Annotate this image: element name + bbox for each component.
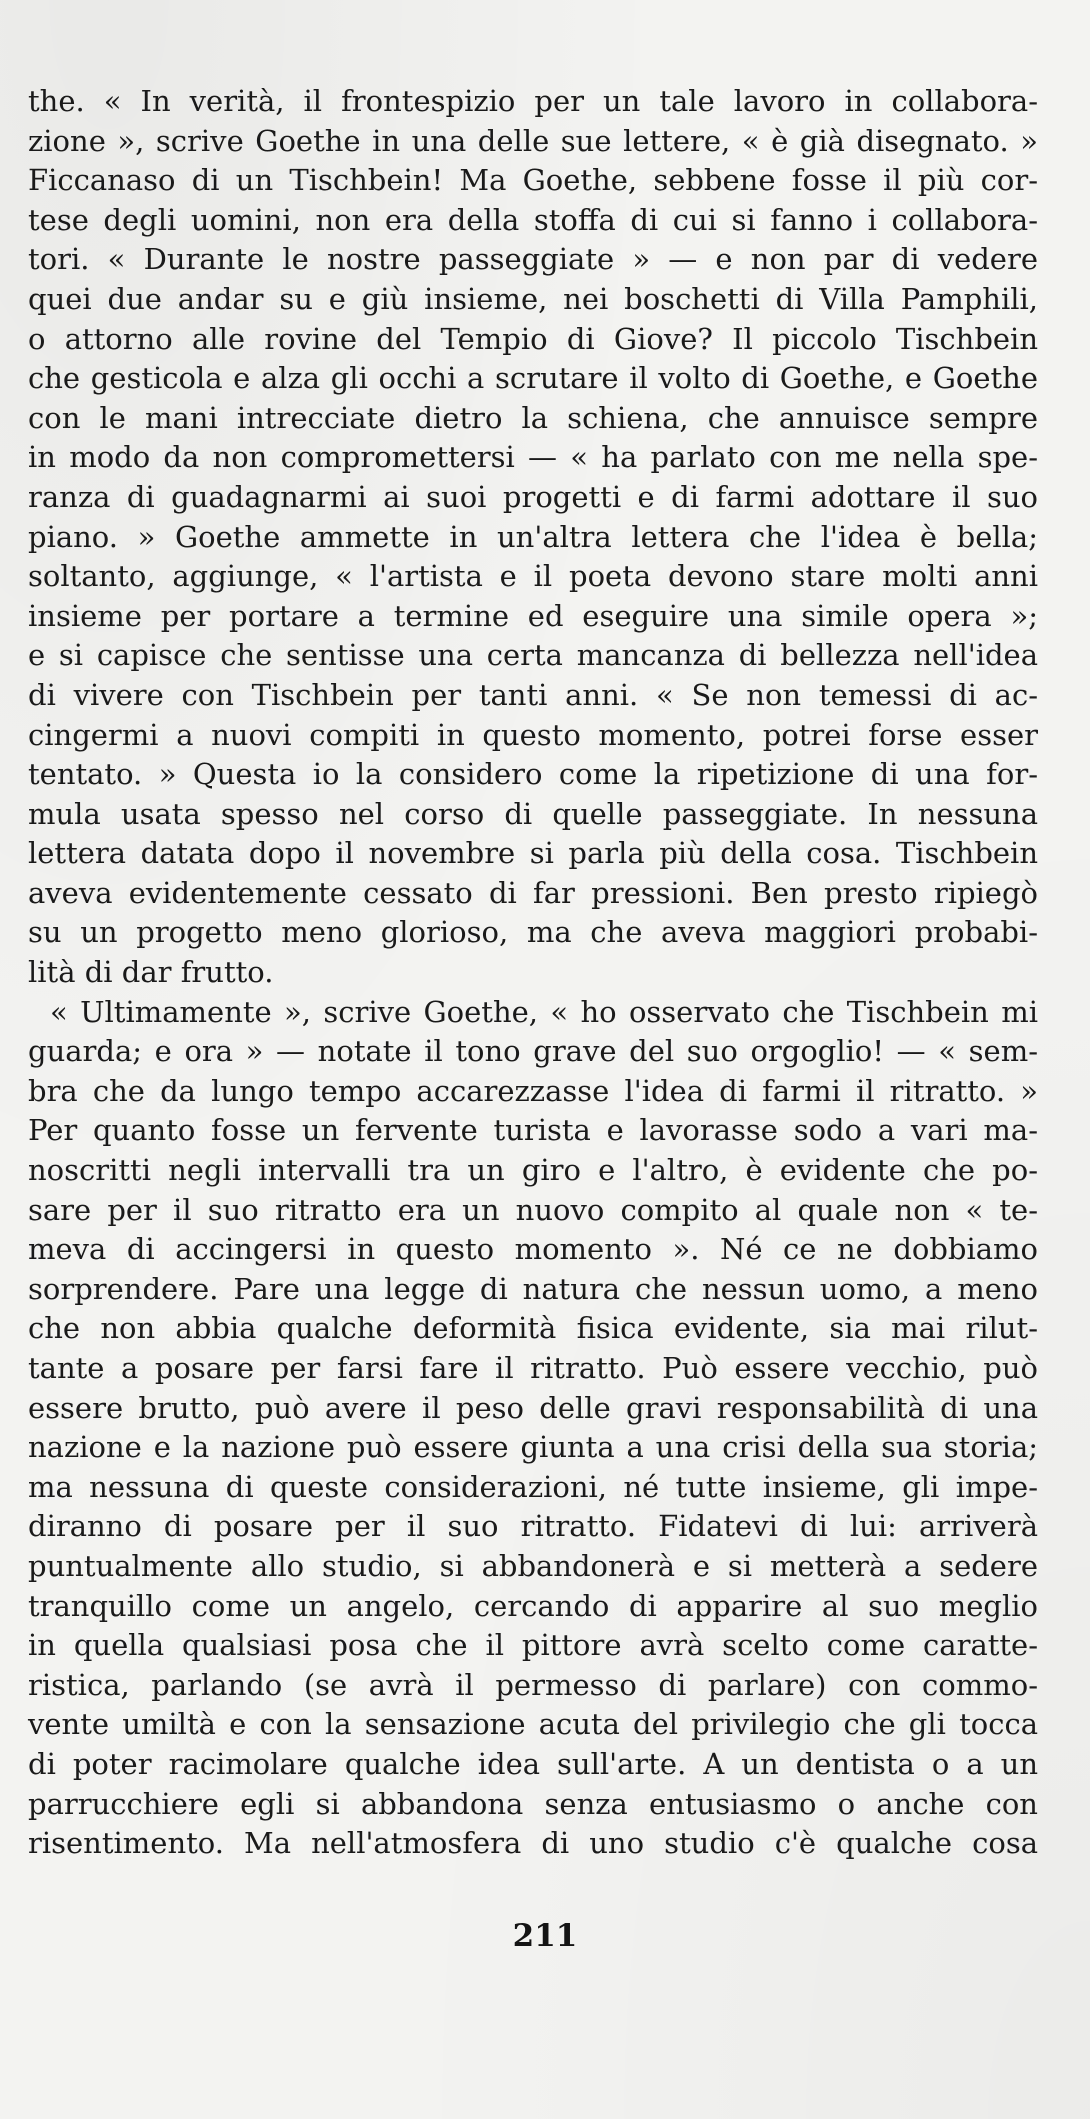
text-line: parrucchiere egli si abbandona senza entusiasmo o anche con xyxy=(28,1786,1038,1821)
text-line: lettera datata dopo il novembre si parla più della cosa. Tischbein xyxy=(28,836,1038,871)
text-line: ma nessuna di queste considerazioni, né tutte insieme, gli impe- xyxy=(28,1469,1038,1504)
text-line: soltanto, aggiunge, « l'artista e il poeta devono stare molti anni xyxy=(28,559,1038,594)
text-line: insieme per portare a termine ed eseguire una simile opera »; xyxy=(28,598,1038,633)
text-line: lità di dar frutto. xyxy=(28,955,274,990)
text-line: essere brutto, può avere il peso delle gravi responsabilità di una xyxy=(28,1390,1038,1425)
text-line: noscritti negli intervalli tra un giro e l'altro, è evidente che po- xyxy=(28,1153,1038,1188)
text-line: tante a posare per farsi fare il ritratto. Può essere vecchio, può xyxy=(28,1351,1038,1385)
text-line: e si capisce che sentisse una certa mancanza di bellezza nell'idea xyxy=(28,638,1038,673)
text-line: Per quanto fosse un fervente turista e lavorasse sodo a vari ma- xyxy=(28,1113,1038,1148)
text-line: « Ultimamente », scrive Goethe, « ho osservato che Tischbein mi xyxy=(50,994,1038,1029)
text-line: in quella qualsiasi posa che il pittore avrà scelto come caratte- xyxy=(28,1628,1038,1663)
text-line: risentimento. Ma nell'atmosfera di uno studio c'è qualche cosa xyxy=(28,1826,1038,1861)
text-line: tentato. » Questa io la considero come la ripetizione di una for- xyxy=(28,757,1038,792)
text-line: sorprendere. Pare una legge di natura che nessun uomo, a meno xyxy=(28,1271,1038,1306)
text-line: su un progetto meno glorioso, ma che aveva maggiori probabi- xyxy=(28,915,1038,950)
text-line: zione », scrive Goethe in una delle sue lettere, « è già disegnato. » xyxy=(28,123,1038,158)
text-line: che gesticola e alza gli occhi a scrutare il volto di Goethe, e Goethe xyxy=(28,361,1038,396)
text-line: mula usata spesso nel corso di quelle passeggiate. In nessuna xyxy=(28,796,1038,831)
text-line: o attorno alle rovine del Tempio di Giove? Il piccolo Tischbein xyxy=(28,321,1038,356)
page-number: 211 xyxy=(512,1918,578,1954)
text-line: ristica, parlando (se avrà il permesso di parlare) con commo- xyxy=(28,1667,1038,1702)
text-line: sare per il suo ritratto era un nuovo compito al quale non « te- xyxy=(28,1192,1038,1227)
text-line: bra che da lungo tempo accarezzasse l'idea di farmi il ritratto. » xyxy=(28,1073,1038,1108)
text-line: ranza di guadagnarmi ai suoi progetti e di farmi adottare il suo xyxy=(28,479,1038,514)
text-line: cingermi a nuovi compiti in questo momento, potrei forse esser xyxy=(28,717,1038,752)
text-line: puntualmente allo studio, si abbandonerà e si metterà a sedere xyxy=(28,1548,1038,1583)
text-line: tranquillo come un angelo, cercando di apparire al suo meglio xyxy=(28,1588,1038,1623)
text-line: diranno di posare per il suo ritratto. Fidatevi di lui: arriverà xyxy=(28,1509,1038,1544)
text-line: di poter racimolare qualche idea sull'arte. A un dentista o a un xyxy=(28,1746,1038,1781)
text-line: quei due andar su e giù insieme, nei boschetti di Villa Pamphili, xyxy=(28,281,1038,316)
text-line: che non abbia qualche deformità fisica evidente, sia mai rilut- xyxy=(28,1311,1038,1346)
text-line: piano. » Goethe ammette in un'altra lettera che l'idea è bella; xyxy=(28,519,1038,554)
text-line: aveva evidentemente cessato di far pressioni. Ben presto ripiegò xyxy=(28,875,1038,910)
text-line: nazione e la nazione può essere giunta a una crisi della sua storia; xyxy=(28,1430,1038,1465)
text-line: Ficcanaso di un Tischbein! Ma Goethe, sebbene fosse il più cor- xyxy=(28,163,1038,198)
text-line: guarda; e ora » — notate il tono grave del suo orgoglio! — « sem- xyxy=(28,1034,1038,1069)
body-text xyxy=(28,82,1038,1864)
text-line: di vivere con Tischbein per tanti anni. « Se non temessi di ac- xyxy=(28,677,1038,712)
text-line: tese degli uomini, non era della stoffa di cui si fanno i collabora- xyxy=(28,202,1038,237)
text-line: tori. « Durante le nostre passeggiate » — e non par di vedere xyxy=(28,242,1038,277)
text-line: in modo da non compromettersi — « ha parlato con me nella spe- xyxy=(28,440,1038,475)
text-line: vente umiltà e con la sensazione acuta del privilegio che gli tocca xyxy=(28,1707,1038,1742)
text-line: con le mani intrecciate dietro la schiena, che annuisce sempre xyxy=(28,400,1038,435)
text-line: meva di accingersi in questo momento ». Né ce ne dobbiamo xyxy=(28,1232,1038,1267)
text-line: the. « In verità, il frontespizio per un tale lavoro in collabora- xyxy=(28,84,1038,118)
